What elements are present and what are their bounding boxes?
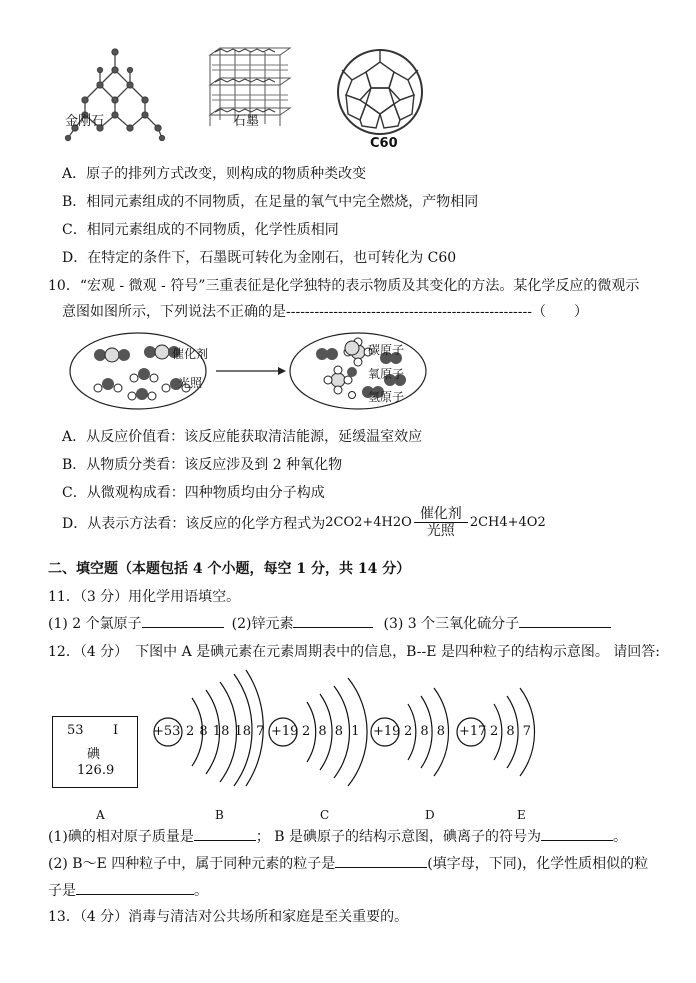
q11-blank-3[interactable] <box>519 613 611 628</box>
q12-line2-text-b: (填字母，下同)，化学性质相似的粒 <box>427 856 649 872</box>
oxygen-atom-icon <box>347 367 357 377</box>
element-card-iodine <box>52 716 138 788</box>
particle-b-nucleus: +53 <box>153 724 181 739</box>
q10-option-a: A．从反应价值看：该反应能获取清洁能源，延缓温室效应 <box>62 429 423 445</box>
q12-line3 <box>48 880 208 900</box>
diamond-caption: 金刚石 <box>65 114 105 129</box>
legend-icons <box>342 338 362 404</box>
equation-left: 2CO2+4H2O <box>325 515 412 530</box>
q12-line2 <box>48 853 648 873</box>
q12-line3-text-a: 子是 <box>48 883 76 899</box>
q13-stem: 13．（4 分）消毒与清洁对公共场所和家庭是至关重要的。 <box>48 909 409 925</box>
label-e: E <box>517 808 526 822</box>
label-d: D <box>425 808 435 822</box>
q9-option-c: C．相同元素组成的不同物质，化学性质相同 <box>62 222 339 238</box>
q12-blank-1[interactable] <box>194 826 256 841</box>
q11-item-3: (3) 3 个三氧化硫分子 <box>383 616 520 632</box>
q12-stem: 12．（4 分） 下图中 A 是碘元素在元素周期表中的信息，B--E 是四种粒子的结构示意图。 请回答: <box>48 644 661 660</box>
q9-option-a: A．原子的排列方式改变，则构成的物质种类改变 <box>62 166 367 182</box>
q11-stem: 11．（3 分）用化学用语填空。 <box>48 589 241 605</box>
q12-line2-text-a: (2) B～E 四种粒子中，属于同种元素的粒子是 <box>48 856 336 872</box>
q12-line1-text-a: (1)碘的相对原子质量是 <box>48 829 194 845</box>
particle-b-shells: 2 8 18 18 7 <box>186 724 265 739</box>
particle-e-shells: 2 8 7 <box>490 724 532 739</box>
q12-blank-2[interactable] <box>541 826 613 841</box>
legend-hydrogen: 氢原子 <box>368 390 405 404</box>
q9-option-d: D．在特定的条件下，石墨既可转化为金刚石，也可转化为 C60 <box>62 250 457 266</box>
element-name: 碘 <box>87 747 101 762</box>
condition-catalyst: 催化剂 <box>414 506 468 523</box>
q12-blank-4[interactable] <box>76 880 194 895</box>
carbon-allotropes-figure <box>60 40 460 155</box>
q12-blank-3[interactable] <box>335 853 427 868</box>
c60-caption: C60 <box>370 136 398 151</box>
graphite-caption: 石墨 <box>233 114 260 129</box>
legend-carbon: 碳原子 <box>368 343 405 357</box>
carbon-atom-icon <box>345 341 359 355</box>
q10-option-c: C．从微观构成看：四种物质均由分子构成 <box>62 485 325 501</box>
equation-right: 2CH4+4O2 <box>469 515 546 530</box>
q12-line3-text-b: 。 <box>194 883 208 899</box>
q10-stem-line2: 意图如图所示，下列说法不正确的是----------------------------------------------------（ ） <box>62 304 588 320</box>
legend-oxygen: 氧原子 <box>368 367 405 381</box>
q11-blank-2[interactable] <box>293 613 373 628</box>
atomic-number: 53 <box>67 723 84 738</box>
particle-e-nucleus: +17 <box>459 724 487 739</box>
q11-item-1: (1) 2 个氯原子 <box>48 616 142 632</box>
q11-item-2: (2)锌元素 <box>231 616 294 632</box>
q12-line1-text-c: 。 <box>613 829 628 845</box>
q11-blank-1[interactable] <box>142 613 224 628</box>
q12-line1-text-b: ； B 是碘原子的结构示意图，碘离子的符号为 <box>255 829 542 845</box>
label-b: B <box>215 808 224 822</box>
section-2-title: 二、填空题（本题包括 4 个小题，每空 1 分，共 14 分） <box>48 561 411 577</box>
particle-d-shells: 2 8 8 <box>404 724 446 739</box>
label-c: C <box>320 808 330 822</box>
label-a: A <box>96 808 105 822</box>
c60-structure-image <box>338 50 422 134</box>
element-symbol: I <box>113 723 119 738</box>
arrow-bottom-label: 光照 <box>178 376 203 390</box>
condition-light: 光照 <box>426 523 455 539</box>
q11-items <box>48 613 611 633</box>
hydrogen-atom-icon <box>349 392 356 399</box>
q12-line1 <box>48 826 627 846</box>
arrow-top-label: 催化剂 <box>172 347 209 361</box>
equation-condition <box>414 506 468 539</box>
q9-option-b: B．相同元素组成的不同物质，在足量的氧气中完全燃烧，产物相同 <box>62 194 479 210</box>
particle-c-nucleus: +19 <box>271 724 299 739</box>
particle-c-shells: 2 8 8 1 <box>302 724 360 739</box>
q10-option-d: D．从表示方法看：该反应的化学方程式为2CO2+4H2O $\frac{\text{催化剂}}{\text{光照}}$ 2CH4+4O2 <box>62 506 546 539</box>
q10-stem-line1: 10．“宏观 - 微观 - 符号”三重表征是化学独特的表示物质及其变化的方法。某化学反应的微观示 <box>48 278 640 294</box>
particle-d-nucleus: +19 <box>373 724 401 739</box>
atomic-mass: 126.9 <box>77 763 115 778</box>
q10-option-b: B．从物质分类看：该反应涉及到 2 种氧化物 <box>62 457 343 473</box>
